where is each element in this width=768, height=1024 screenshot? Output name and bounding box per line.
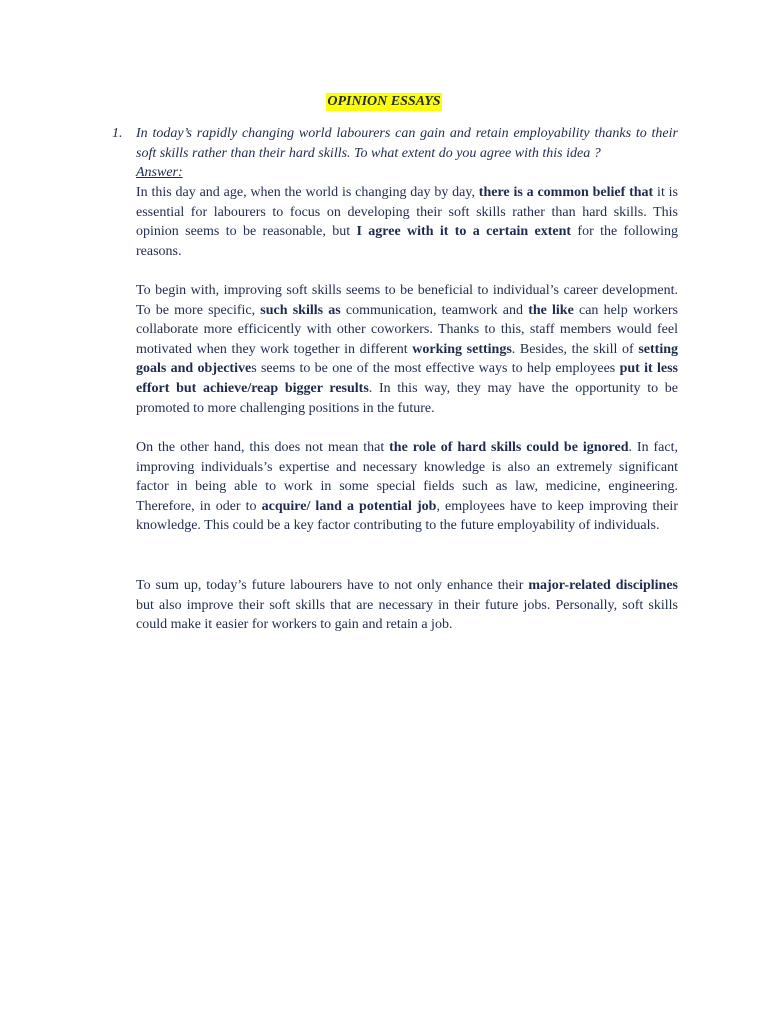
paragraph-body-1 [136,281,678,418]
text-run: communication, teamwork and [340,302,529,318]
paragraph-conclusion [136,576,678,635]
bold-phrase: put it less effort but achieve/reap bigger results [136,361,678,396]
bold-phrase: working settings [412,341,512,357]
question-block [112,124,678,183]
text-run: . Besides, the skill of [511,341,639,357]
text-run: . In this way, they may have the opportunity to be promoted to more challenging positions in the future. [136,380,678,416]
bold-phrase: acquire/ land a potential job [261,498,437,514]
text-run: On the other hand, this does not mean that [136,440,390,455]
paragraph-body-2 [136,438,678,536]
title-container [0,92,768,111]
text-run: for the following reasons. [136,224,678,259]
bold-phrase: I agree with it to a certain extent [356,224,572,240]
bold-phrase: major-related disciplines [528,578,678,593]
bold-phrase: the like [528,302,574,318]
bold-phrase: setting goals and objective [136,341,679,377]
bold-phrase: the role of hard skills could be ignored [389,440,629,455]
document-title: OPINION ESSAYS [327,94,441,109]
paragraph-text [136,281,678,418]
paragraph-text [136,183,678,261]
text-run: s seems to be one of the most effective ways to help employees [251,361,620,377]
text-run: can help workers collaborate more efficicently with other coworkers. Thanks to this, staff members would feel motivated when they work together in different [136,302,678,357]
text-run: . In fact, improving individuals’s expertise and necessary knowledge is also an extremely significant factor in being able to work in some special fields such as law, medicine, engineering. Therefore, in oder to [136,440,678,514]
answer-label: Answer: [136,165,183,181]
paragraph-text [136,438,678,536]
paragraph-text [136,576,678,635]
text-run: In this day and age, when the world is changing day by day, [136,185,479,200]
paragraph-intro [136,183,678,261]
text-run: , employees have to keep improving their knowledge. This could be a key factor contributing to the future employability of individuals. [136,498,678,534]
bold-phrase: there is a common belief that [478,185,654,200]
text-run: but also improve their soft skills that are necessary in their future jobs. Personally, soft skills could make it easier for workers to gain and retain a job. [136,597,678,633]
bold-phrase: such skills as [260,302,341,318]
text-run: To sum up, today’s future labourers have to not only enhance their [136,578,529,593]
text-run: To begin with, improving soft skills seems to be beneficial to individual’s career development. To be more specific, [136,283,678,318]
question-number: 1. [112,126,123,141]
text-run: it is essential for labourers to focus on developing their soft skills rather than hard skills. This opinion seems to be reasonable, but [136,185,678,240]
question-text: In today’s rapidly changing world labourers can gain and retain employability thanks to their soft skills rather than their hard skills. To what extent do you agree with this idea ? [136,126,678,161]
